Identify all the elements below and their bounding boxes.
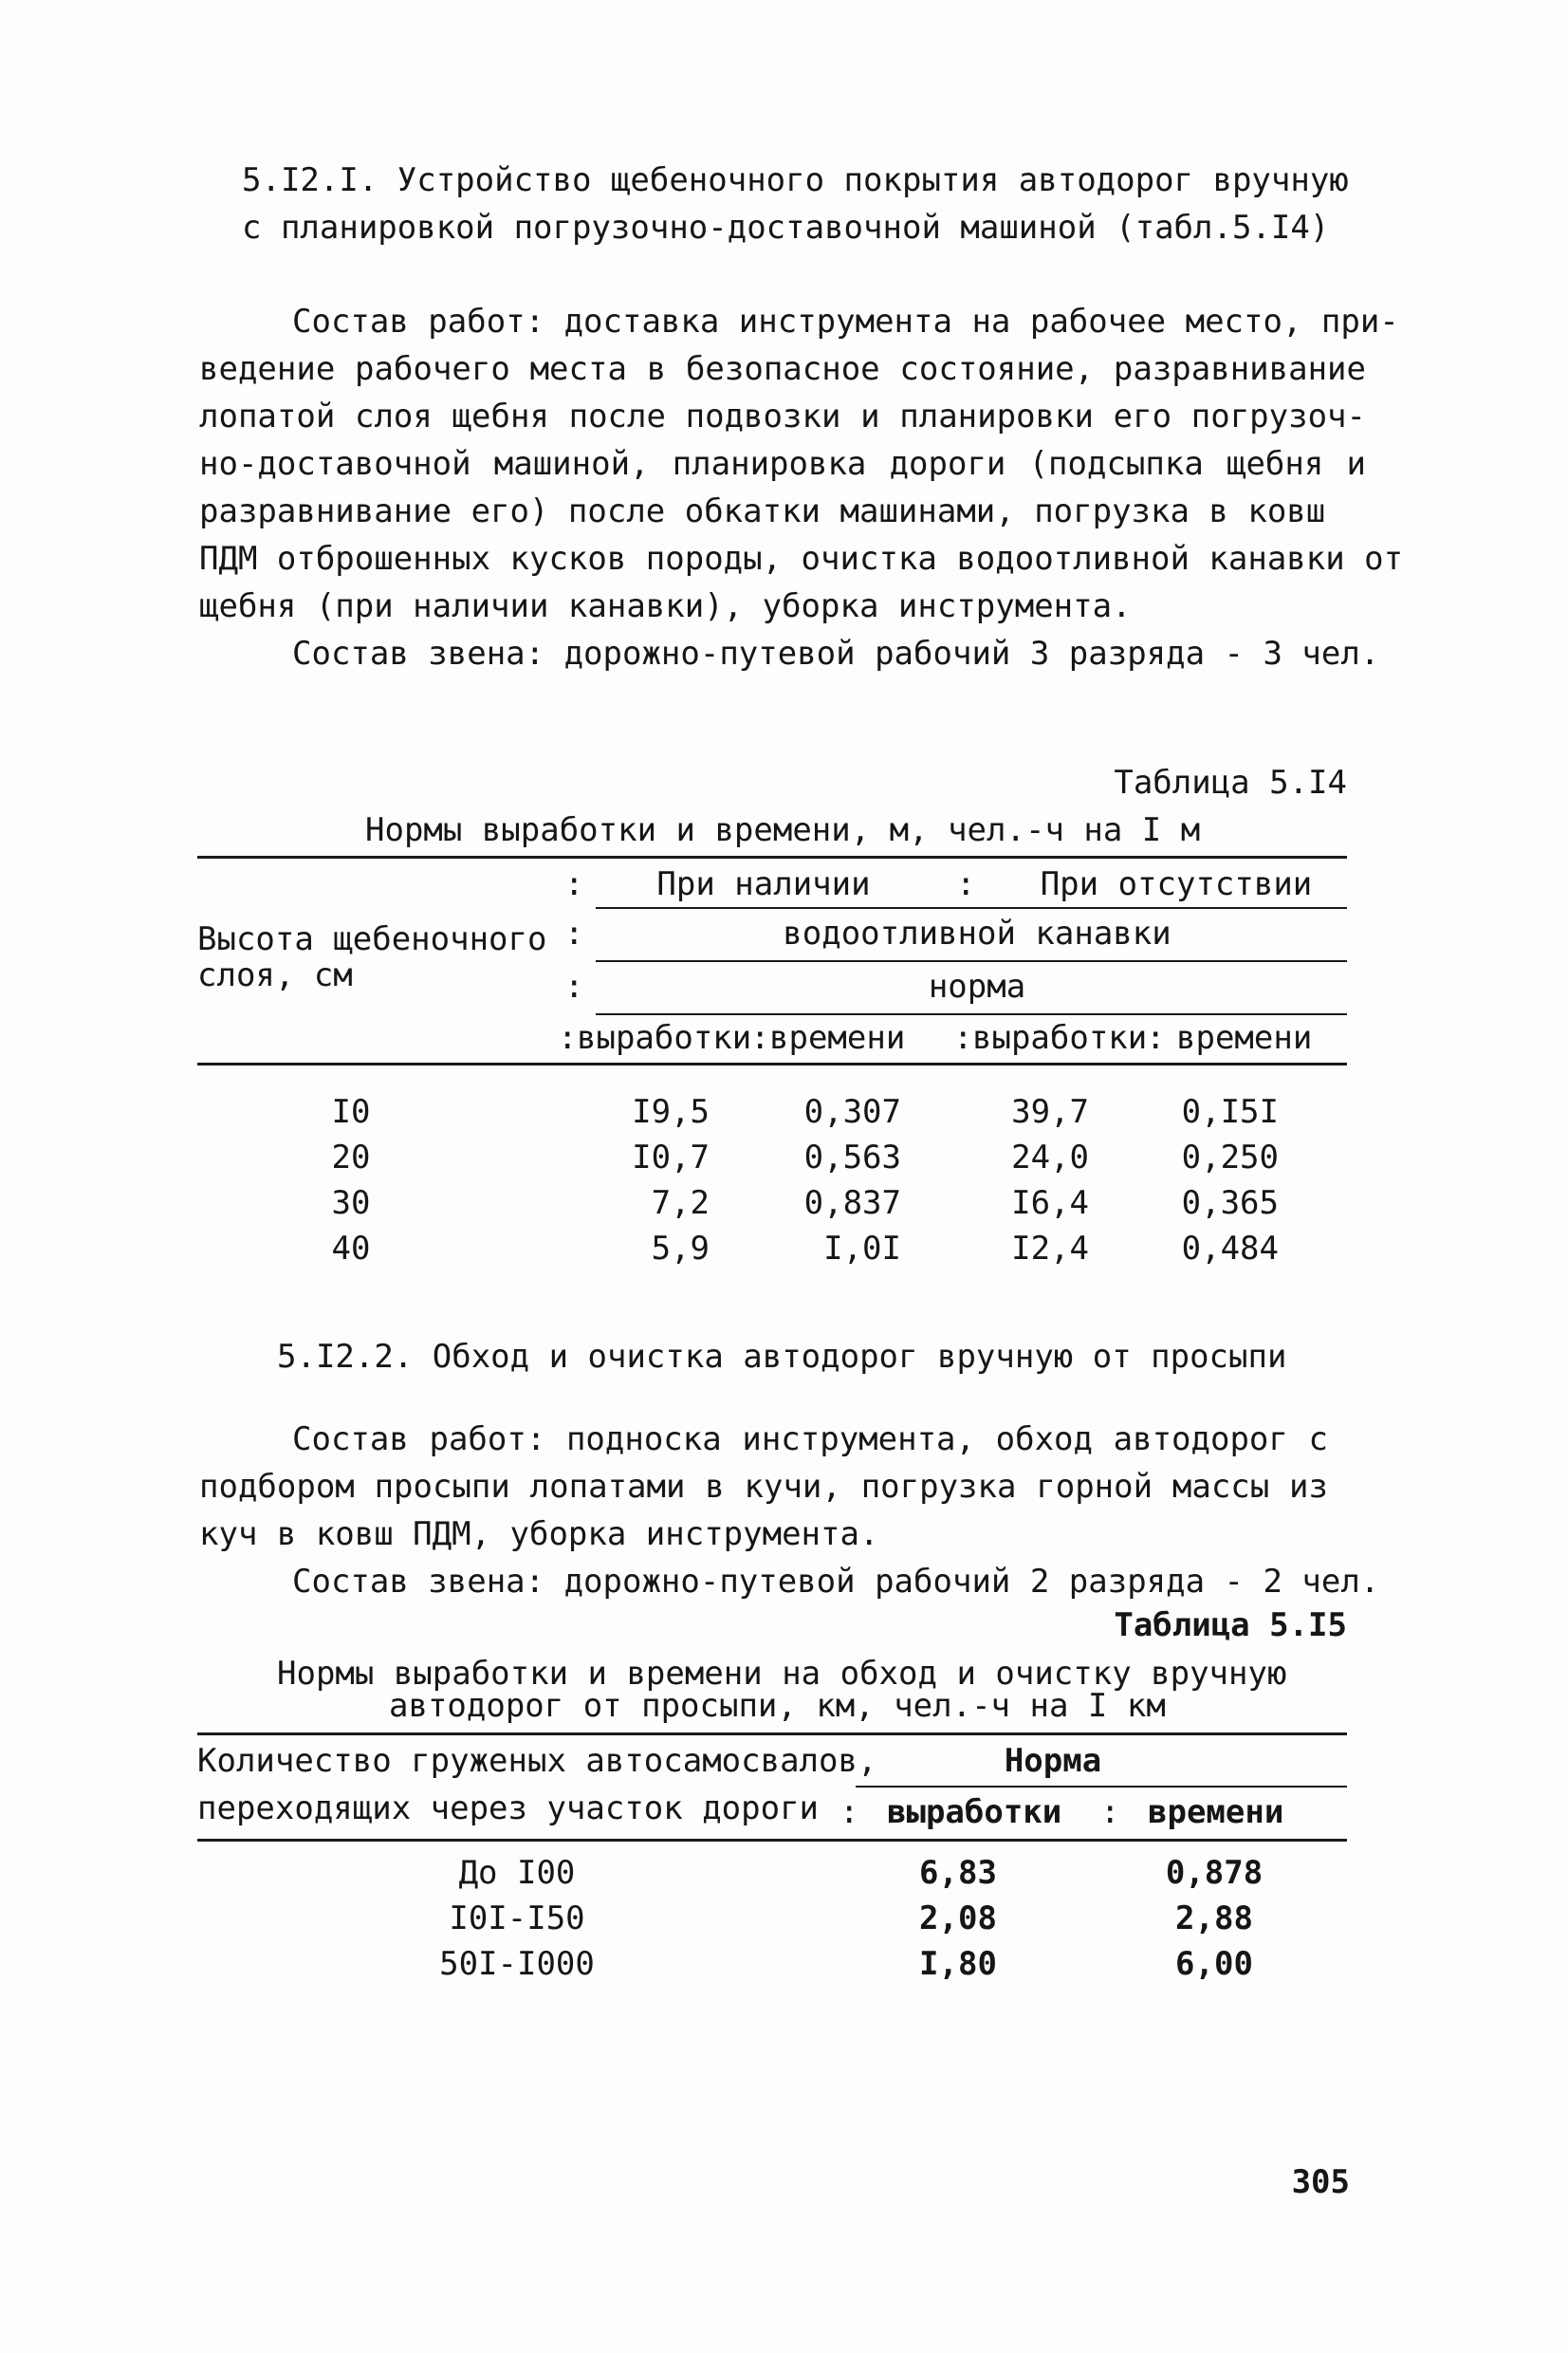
table2-title: Нормы выработки и времени на обход и очистку вручную: [277, 1655, 1287, 1693]
table1-subtitle-drain: водоотливной канавки: [783, 915, 1171, 953]
table2-norm-header: Норма: [1004, 1742, 1102, 1780]
row-output-without: 39,7: [1011, 1093, 1089, 1131]
table1-sep: :: [564, 865, 584, 903]
table1-col-label: выработки: [972, 1019, 1148, 1057]
table1-row-header: слоя, см: [197, 956, 353, 994]
row-output-without: I2,4: [1011, 1230, 1089, 1268]
work-line: щебня (при наличии канавки), уборка инструмента.: [199, 587, 1132, 625]
row-output: 6,83: [919, 1854, 997, 1892]
table2-title: автодорог от просыпи, км, чел.-ч на I км: [389, 1687, 1166, 1725]
work-line: разравнивание его) после обкатки машинами, погрузка в ковш: [199, 492, 1326, 530]
table1-header-rule: [197, 1063, 1347, 1065]
section1-heading-line: 5.I2.I. Устройство щебеночного покрытия автодорог вручную: [242, 161, 1349, 199]
row-output-with: 5,9: [651, 1230, 710, 1268]
table1-group-with: При наличии: [656, 865, 871, 903]
table1-sep: :: [564, 968, 584, 1006]
table1-label: Таблица 5.I4: [1114, 764, 1347, 802]
work-line: Состав работ: доставка инструмента на рабочее место, при-: [292, 303, 1399, 341]
table1-sep: :: [564, 915, 584, 953]
table1-rule: [596, 1013, 1347, 1015]
work-line: ПДМ отброшенных кусков породы, очистка водоотливной канавки от: [199, 540, 1404, 578]
row-height: 30: [331, 1184, 371, 1222]
table2-rule: [856, 1786, 1347, 1788]
row-output-without: 24,0: [1011, 1139, 1089, 1176]
row-count: I0I-I50: [449, 1899, 585, 1937]
row-time: 6,00: [1175, 1945, 1253, 1983]
row-time-without: 0,484: [1181, 1230, 1279, 1268]
section1-work-composition: [199, 298, 1404, 677]
table1-col-label: выработки: [577, 1019, 752, 1057]
row-time-without: 0,I5I: [1181, 1093, 1279, 1131]
row-time-with: 0,837: [803, 1184, 901, 1222]
row-time-without: 0,250: [1181, 1139, 1279, 1176]
table1-title: Нормы выработки и времени, м, чел.-ч на I м: [365, 811, 1201, 849]
table2-top-rule: [197, 1732, 1347, 1735]
table1-rule: [596, 960, 1347, 962]
row-time-with: I,0I: [823, 1230, 901, 1268]
section1-heading: [242, 157, 1349, 251]
work-line: подбором просыпи лопатами в кучи, погрузка горной массы из: [199, 1468, 1328, 1506]
table1-group-without: При отсутствии: [1040, 865, 1313, 903]
work-line: лопатой слоя щебня после подвозки и планировки его погрузоч-: [199, 398, 1366, 435]
table1-col-label: времени: [1176, 1019, 1313, 1057]
section1-heading-line: с планировкой погрузочно-доставочной машиной (табл.5.I4): [242, 209, 1330, 247]
table2-col-label: выработки: [887, 1793, 1062, 1831]
row-count: До I00: [458, 1854, 576, 1892]
row-output-with: I9,5: [632, 1093, 710, 1131]
page-number: 305: [1291, 2163, 1350, 2201]
row-count: 50I-I000: [439, 1945, 595, 1983]
table2-row-header: Количество груженых автосамосвалов,: [197, 1742, 877, 1780]
row-height: I0: [331, 1093, 371, 1131]
table2-row-header: переходящих через участок дороги: [197, 1789, 820, 1827]
row-height: 40: [331, 1230, 371, 1268]
row-height: 20: [331, 1139, 371, 1176]
table2-header-rule: [197, 1839, 1347, 1842]
table1-rule: [596, 907, 1347, 909]
work-line: но-доставочной машиной, планировка дороги (подсыпка щебня и: [199, 445, 1366, 483]
table1-subtitle-norm: норма: [928, 968, 1026, 1006]
row-time: 0,878: [1165, 1854, 1264, 1892]
section2-work-composition: [199, 1416, 1380, 1605]
table2-sep: :: [1100, 1793, 1120, 1831]
table1-sep: :: [1146, 1019, 1166, 1057]
table2-sep: :: [839, 1793, 859, 1831]
row-time-with: 0,563: [803, 1139, 901, 1176]
work-line: куч в ковш ПДМ, уборка инструмента.: [199, 1515, 879, 1553]
row-output-with: I0,7: [632, 1139, 710, 1176]
work-line: Состав работ: подноска инструмента, обход автодорог с: [292, 1420, 1328, 1458]
row-output: 2,08: [919, 1899, 997, 1937]
row-output-without: I6,4: [1011, 1184, 1089, 1222]
table1-sep: :: [558, 1019, 578, 1057]
table1-top-rule: [197, 856, 1347, 859]
table2-col-label: времени: [1148, 1793, 1284, 1831]
row-time-with: 0,307: [803, 1093, 901, 1131]
section2-heading: 5.I2.2. Обход и очистка автодорог вручную от просыпи: [277, 1338, 1287, 1376]
crew-composition: Состав звена: дорожно-путевой рабочий 3 разряда - 3 чел.: [292, 635, 1380, 673]
table1-col-label: времени: [769, 1019, 906, 1057]
row-output: I,80: [919, 1945, 997, 1983]
table2-label: Таблица 5.I5: [1114, 1606, 1347, 1644]
row-time: 2,88: [1175, 1899, 1253, 1937]
row-time-without: 0,365: [1181, 1184, 1279, 1222]
table1-row-header: Высота щебеночного: [197, 920, 547, 958]
crew-composition: Состав звена: дорожно-путевой рабочий 2 разряда - 2 чел.: [292, 1563, 1380, 1601]
table1-sep: :: [750, 1019, 770, 1057]
work-line: ведение рабочего места в безопасное состояние, разравнивание: [199, 350, 1366, 388]
row-output-with: 7,2: [651, 1184, 710, 1222]
table1-sep: :: [956, 865, 976, 903]
table1-sep: :: [953, 1019, 973, 1057]
